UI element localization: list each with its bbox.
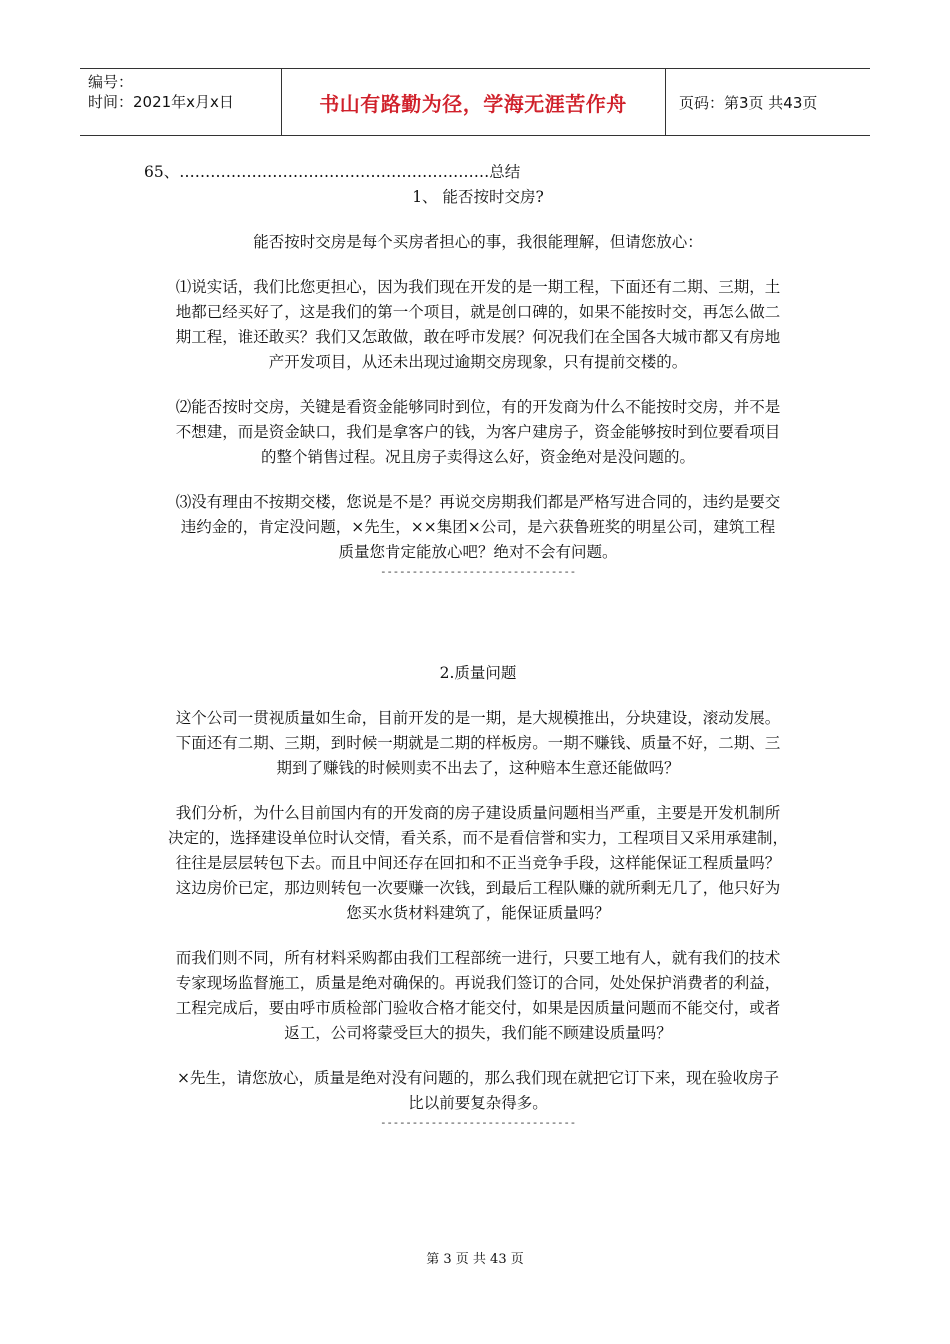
header-left-cell <box>80 69 282 135</box>
time-label: 时间：2021年x月x日 <box>88 93 234 111</box>
q2-paragraph-3 <box>148 946 808 1046</box>
serial-label: 编号： <box>88 73 134 91</box>
q1-title: 1、 能否按时交房? <box>412 188 544 206</box>
text-line: 期工程，谁还敢买？我们又怎敢做，敢在呼市发展？何况我们在全国各大城市都又有房地 <box>175 328 781 346</box>
text-line: ×先生，请您放心，质量是绝对没有问题的，那么我们现在就把它订下来，现在验收房子 <box>177 1069 779 1087</box>
text-line: 期到了赚钱的时候则卖不出去了，这种赔本生意还能做吗？ <box>276 759 680 777</box>
q1-paragraph-2 <box>148 395 808 470</box>
text-line: 我们分析，为什么目前国内有的开发商的房子建设质量问题相当严重，主要是开发机制所 <box>175 804 781 822</box>
text-line: ⑴说实话，我们比您更担心，因为我们现在开发的是一期工程，下面还有二期、三期，土 <box>175 278 781 296</box>
separator-line: ------------------------------- <box>380 1116 576 1129</box>
q1-intro: 能否按时交房是每个买房者担心的事，我很能理解，但请您放心： <box>253 233 703 251</box>
text-line: 您买水货材料建筑了，能保证质量吗？ <box>346 904 610 922</box>
q1-paragraph-3 <box>148 490 808 565</box>
text-line: 往往是层层转包下去。而且中间还存在回扣和不正当竞争手段，这样能保证工程质量吗？ <box>175 854 781 872</box>
separator-line: ------------------------------- <box>380 565 576 578</box>
q2-paragraph-2 <box>148 801 808 926</box>
text-line: 工程完成后，要由呼市质检部门验收合格才能交付，如果是因质量问题而不能交付，或者 <box>175 999 781 1017</box>
text-line: ⑶没有理由不按期交楼，您说是不是？再说交房期我们都是严格写进合同的，违约是要交 <box>175 493 781 511</box>
text-line: 专家现场监督施工，质量是绝对确保的。再说我们签订的合同，处处保护消费者的利益， <box>175 974 781 992</box>
page-header <box>80 68 870 136</box>
text-line: 这边房价已定，那边则转包一次要赚一次钱，到最后工程队赚的就所剩无几了，他只好为 <box>175 879 781 897</box>
page-footer <box>0 1248 950 1267</box>
text-line: 比以前要复杂得多。 <box>408 1094 548 1112</box>
toc-line: 65、……………………………………………………总结 <box>144 163 521 181</box>
text-line: 下面还有二期、三期，到时候一期就是二期的样板房。一期不赚钱、质量不好，二期、三 <box>175 734 781 752</box>
motto-text: 书山有路勤为径，学海无涯苦作舟 <box>319 91 627 116</box>
text-line: ⑵能否按时交房，关键是看资金能够同时到位，有的开发商为什么不能按时交房，并不是 <box>175 398 781 416</box>
text-line: 决定的，选择建设单位时认交情，看关系，而不是看信誉和实力，工程项目又采用承建制， <box>167 829 788 847</box>
q2-title: 2.质量问题 <box>439 664 517 682</box>
q1-paragraph-1 <box>148 275 808 375</box>
text-line: 这个公司一贯视质量如生命，目前开发的是一期，是大规模推出，分块建设，滚动发展。 <box>175 709 781 727</box>
text-line: 违约金的，肯定没问题，×先生，××集团×公司，是六获鲁班奖的明星公司，建筑工程 <box>180 518 776 536</box>
document-body <box>144 160 808 1130</box>
footer-page-number: 第 3 页 共 43 页 <box>426 1252 524 1267</box>
text-line: 的整个销售过程。况且房子卖得这么好，资金绝对是没问题的。 <box>260 448 695 466</box>
text-line: 产开发项目，从还未出现过逾期交房现象，只有提前交楼的。 <box>268 353 688 371</box>
q2-paragraph-1 <box>148 706 808 781</box>
text-line: 不想建，而是资金缺口，我们是拿客户的钱，为客户建房子，资金能够按时到位要看项目 <box>175 423 781 441</box>
text-line: 质量您肯定能放心吧？绝对不会有问题。 <box>338 543 618 561</box>
text-line: 返工，公司将蒙受巨大的损失，我们能不顾建设质量吗？ <box>284 1024 672 1042</box>
page-info: 页码：第3页 共43页 <box>679 93 818 112</box>
header-motto-cell <box>281 69 666 135</box>
text-line: 而我们则不同，所有材料采购都由我们工程部统一进行，只要工地有人，就有我们的技术 <box>175 949 781 967</box>
q2-paragraph-4 <box>148 1066 808 1116</box>
text-line: 地都已经买好了，这是我们的第一个项目，就是创口碑的，如果不能按时交，再怎么做二 <box>175 303 781 321</box>
header-page-cell <box>665 69 870 135</box>
